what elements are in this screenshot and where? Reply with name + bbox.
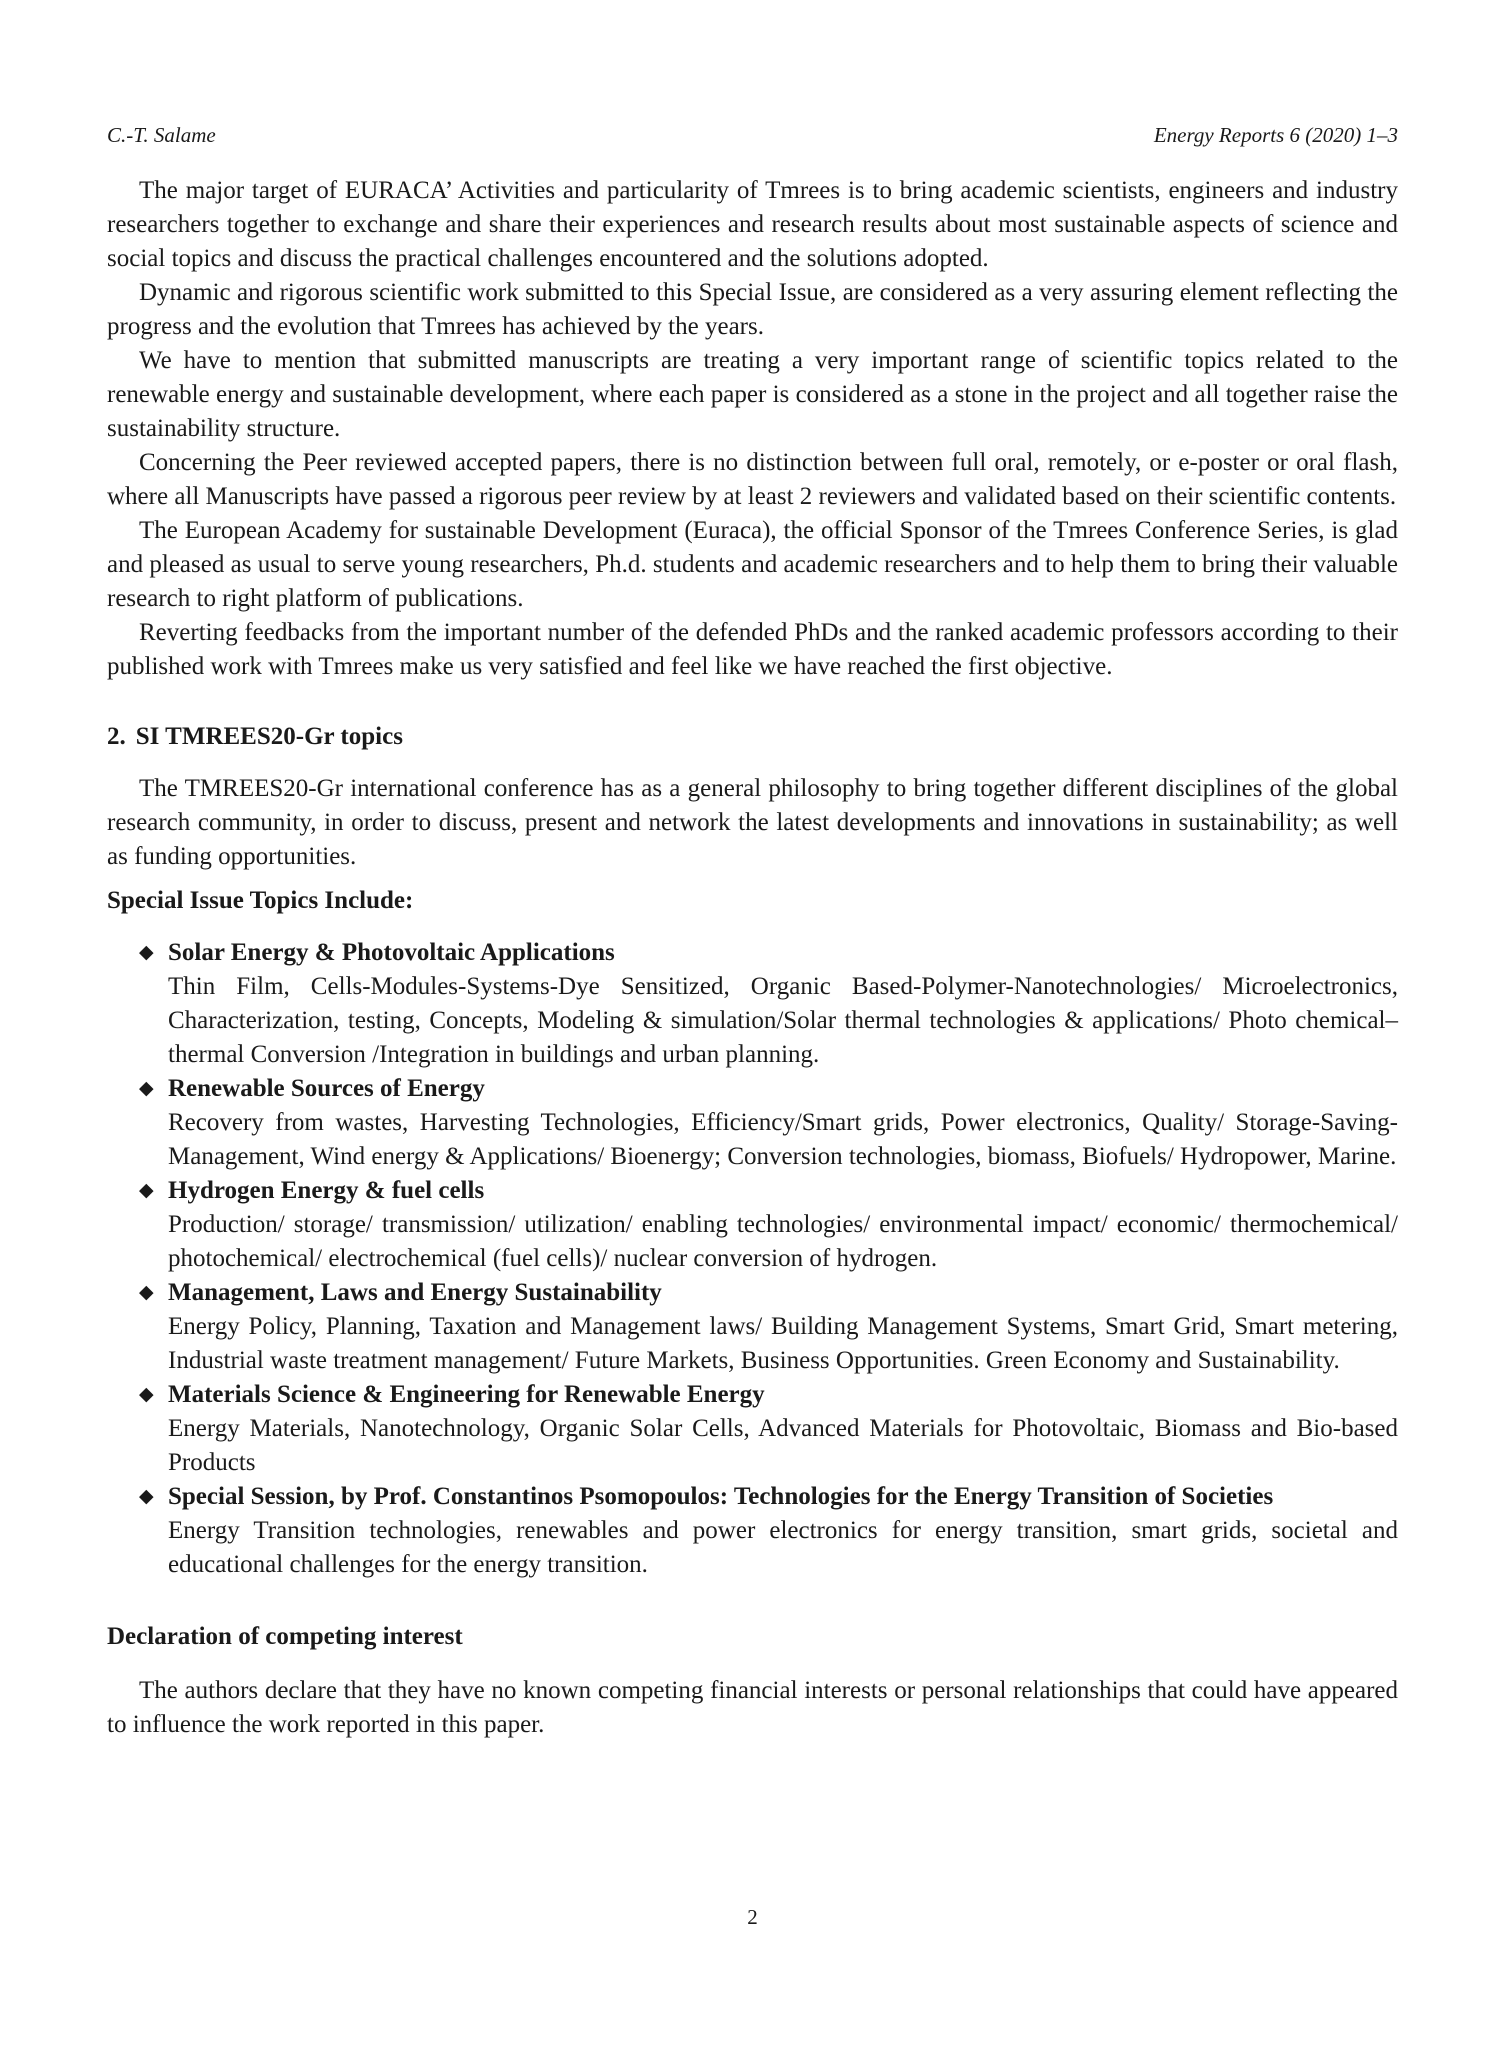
section-2-title: SI TMREES20-Gr topics — [135, 723, 403, 750]
list-item — [137, 1276, 1398, 1378]
list-item — [137, 1174, 1398, 1276]
intro-paragraph-5: The European Academy for sustainable Development (Euraca), the official Sponsor of the Tmrees Conference Series, is glad and pleased as usual to serve young researchers, Ph.d. students and academic researchers and to help them to bring their valuable research to right platform of publications. — [107, 517, 1398, 612]
topic-title: Materials Science & Engineering for Renewable Energy — [168, 1381, 765, 1408]
declaration-heading: Declaration of competing interest — [107, 1623, 463, 1650]
intro-paragraph-6: Reverting feedbacks from the important number of the defended PhDs and the ranked academic professors according to their published work with Tmrees make us very satisfied and feel like we have reached the first objective. — [107, 619, 1398, 680]
topic-title: Solar Energy & Photovoltaic Applications — [168, 939, 615, 966]
bullet-diamond-icon: ◆ — [139, 1384, 154, 1405]
intro-paragraph-2: Dynamic and rigorous scientific work submitted to this Special Issue, are considered as a very assuring element reflecting the progress and the evolution that Tmrees has achieved by the years. — [107, 279, 1398, 340]
topic-title: Management, Laws and Energy Sustainability — [168, 1279, 662, 1306]
page-number: 2 — [747, 1905, 758, 1929]
list-item — [137, 1072, 1398, 1174]
topics-heading: Special Issue Topics Include: — [107, 887, 414, 914]
list-item — [137, 1378, 1398, 1480]
topic-description: Energy Materials, Nanotechnology, Organic Solar Cells, Advanced Materials for Photovoltaic, Biomass and Bio-based Products — [168, 1415, 1398, 1476]
bullet-diamond-icon: ◆ — [139, 1486, 154, 1507]
topic-description: Production/ storage/ transmission/ utilization/ enabling technologies/ environmental impact/ economic/ thermochemical/ photochemical/ electrochemical (fuel cells)/ nuclear conversion of hydrogen. — [168, 1211, 1398, 1272]
header-author: C.-T. Salame — [107, 123, 216, 147]
topics-list — [107, 936, 1398, 1582]
topic-title: Hydrogen Energy & fuel cells — [168, 1177, 485, 1204]
paper-page — [107, 0, 1398, 2063]
topic-description: Energy Policy, Planning, Taxation and Management laws/ Building Management Systems, Smart Grid, Smart metering, Industrial waste treatment management/ Future Markets, Business Opportunities. Green Economy and Sustainability. — [168, 1313, 1398, 1374]
bullet-diamond-icon: ◆ — [139, 1078, 154, 1099]
list-item — [137, 936, 1398, 1072]
list-item — [137, 1480, 1398, 1582]
bullet-diamond-icon: ◆ — [139, 1282, 154, 1303]
bullet-diamond-icon: ◆ — [139, 1180, 154, 1201]
section-2-paragraph: The TMREES20-Gr international conference has as a general philosophy to bring together different disciplines of the global research community, in order to discuss, present and network the latest developments and innovations in sustainability; as well as funding opportunities. — [107, 775, 1398, 870]
intro-paragraph-3: We have to mention that submitted manuscripts are treating a very important range of scientific topics related to the renewable energy and sustainable development, where each paper is considered as a stone in the project and all together raise the sustainability structure. — [107, 347, 1398, 442]
declaration-paragraph: The authors declare that they have no known competing financial interests or personal relationships that could have appeared to influence the work reported in this paper. — [107, 1677, 1398, 1738]
topic-description: Thin Film, Cells-Modules-Systems-Dye Sensitized, Organic Based-Polymer-Nanotechnologies/ Microelectronics, Characterization, testing, Concepts, Modeling & simulation/Solar thermal technologies & applications/ Photo chemical–thermal Conversion /Integration in buildings and urban planning. — [168, 973, 1398, 1068]
body-text — [107, 174, 1398, 1742]
topic-description: Energy Transition technologies, renewables and power electronics for energy transition, smart grids, societal and educational challenges for the energy transition. — [168, 1517, 1398, 1578]
topic-title: Renewable Sources of Energy — [168, 1075, 485, 1102]
header-journal: Energy Reports 6 (2020) 1–3 — [1153, 123, 1398, 147]
intro-paragraph-1: The major target of EURACA’ Activities and particularity of Tmrees is to bring academic scientists, engineers and industry researchers together to exchange and share their experiences and research results about most sustainable aspects of science and social topics and discuss the practical challenges encountered and the solutions adopted. — [107, 177, 1398, 272]
section-2-heading — [107, 720, 1398, 754]
section-2-number: 2. — [107, 723, 126, 750]
topic-description: Recovery from wastes, Harvesting Technologies, Efficiency/Smart grids, Power electronics, Quality/ Storage-Saving-Management, Wind energy & Applications/ Bioenergy; Conversion technologies, biomass, Biofuels/ Hydropower, Marine. — [168, 1109, 1398, 1170]
intro-paragraph-4: Concerning the Peer reviewed accepted papers, there is no distinction between full oral, remotely, or e-poster or oral flash, where all Manuscripts have passed a rigorous peer review by at least 2 reviewers and validated based on their scientific contents. — [107, 449, 1398, 510]
bullet-diamond-icon: ◆ — [139, 942, 154, 963]
topic-title: Special Session, by Prof. Constantinos Psomopoulos: Technologies for the Energy Transition of Societies — [168, 1483, 1274, 1510]
running-header — [107, 122, 1398, 148]
